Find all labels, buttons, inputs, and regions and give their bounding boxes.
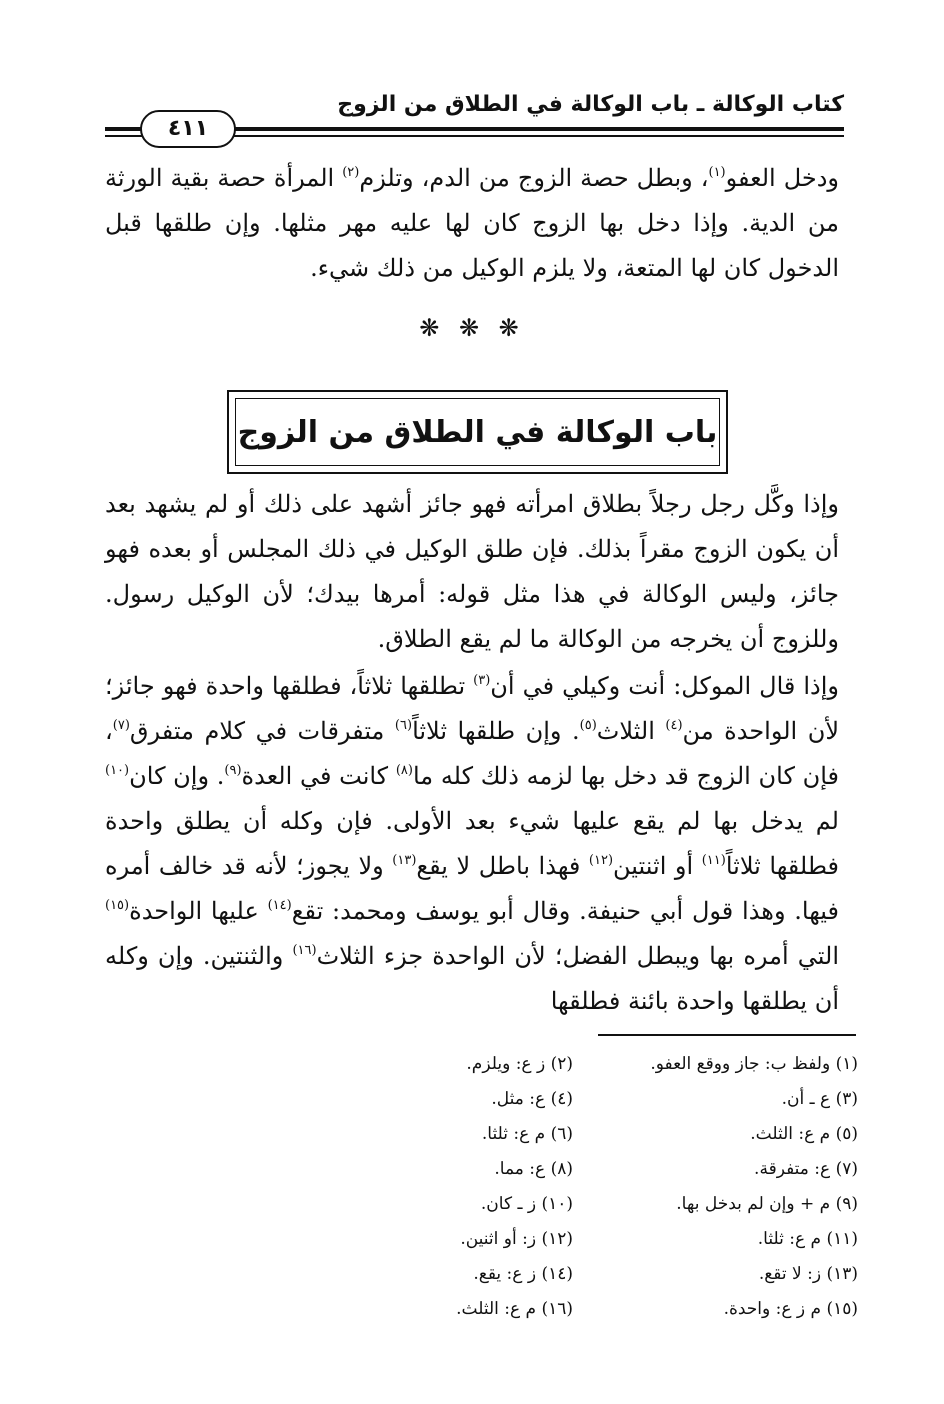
footnote-item: (١١) م ع: ثلثا. [757, 1229, 858, 1249]
footnote-item: (١) ولفظ ب: جاز ووقع العفو. [650, 1054, 858, 1074]
para3-text-10: أو اثنتين [613, 852, 702, 880]
paragraph-3 [105, 664, 839, 1024]
footnote-ref-7: (٧) [112, 718, 130, 733]
footnote-item: (٧) ع: متفرقة. [754, 1159, 858, 1179]
footnote-item: (٣) ع ـ أن. [781, 1089, 858, 1109]
para3-text-6: ، فإن كان الزوج قد دخل بها لزمه ذلك كله ما [105, 717, 839, 790]
para1-text-b: ، وبطل حصة الزوج من الدم، وتلزم [359, 164, 709, 192]
para3-text-1: وإذا قال الموكل: أنت وكيلي في أن [490, 672, 839, 700]
para3-text-12: ولا يجوز؛ لأنه قد خالف أمره فيها. وهذا قول أبي حنيفة. وقال أبو يوسف ومحمد: تقع [105, 852, 840, 925]
footnote-item: (١٢) ز: أو اثنين. [460, 1229, 573, 1249]
running-header-title: كتاب الوكالة ـ باب الوكالة في الطلاق من الزوج [337, 92, 844, 117]
para3-text-3: الثلاث [596, 717, 666, 745]
footnote-ref-2: (٢) [342, 165, 360, 180]
footnote-item: (١٦) م ع: الثلث. [456, 1299, 573, 1319]
para1-text-c: المرأة حصة بقية الورثة من الدية. وإذا دخل بها الزوج كان لها عليه مهر مثلها. وإن طلقها قبل الدخول كان لها المتعة، ولا يلزم الوكيل من ذلك شيء. [105, 164, 839, 282]
footnote-ref-5: (٥) [579, 718, 597, 733]
footnote-ref-8: (٨) [395, 763, 413, 778]
footnote-item: (٢) ز ع: ويلزم. [466, 1054, 573, 1074]
footnote-item: (١٣) ز: لا تقع. [758, 1264, 858, 1284]
footnote-ref-13: (١٣) [392, 853, 417, 868]
paragraph-1 [105, 156, 839, 291]
footnotes-list [290, 1047, 858, 1327]
chapter-title: باب الوكالة في الطلاق من الزوج [237, 414, 718, 450]
para3-text-4: . وإن طلقها ثلاثاً [412, 717, 580, 745]
para2-text: وإذا وكَّل رجل رجلاً بطلاق امرأته فهو جائز أشهد على ذلك أو لم يشهد بعد أن يكون الزوج مقراً بذلك. فإن طلق الوكيل في ذلك المجلس أو بعده فهو جائز، وليس الوكالة في هذا مثل قوله: أمرها بيدك؛ لأن الوكيل رسول. وللزوج أن يخرجه من الوكالة ما لم يقع الطلاق. [105, 490, 839, 653]
para3-text-13: عليها الواحدة [129, 897, 268, 925]
footnote-item: (٤) ع: مثل. [491, 1089, 573, 1109]
footnote-separator-rule [598, 1034, 856, 1036]
chapter-title-inner-frame [235, 398, 720, 466]
para3-text-8: . وإن كان [129, 762, 225, 790]
footnote-item: (٥) م ع: الثلث. [750, 1124, 858, 1144]
footnote-ref-14: (١٤) [267, 898, 292, 913]
footnote-ref-1: (١) [708, 165, 726, 180]
chapter-title-frame [227, 390, 728, 474]
footnote-ref-15: (١٥) [105, 898, 130, 913]
section-separator-stars: ❋ ❋ ❋ [419, 314, 525, 342]
footnote-ref-12: (١٢) [588, 853, 614, 868]
footnote-ref-6: (٦) [394, 718, 413, 733]
footnote-item: (١٠) ز ـ كان. [480, 1194, 573, 1214]
footnote-ref-10: (١٠) [105, 763, 130, 778]
footnote-item: (١٥) م ز ع: واحدة. [723, 1299, 858, 1319]
footnote-ref-9: (٩) [224, 763, 242, 778]
footnote-ref-11: (١١) [701, 853, 726, 868]
para3-text-2: تطلقها ثلاثاً، فطلقها واحدة فهو جائز؛ لأن الواحدة من [105, 672, 840, 745]
footnote-ref-4: (٤) [665, 718, 683, 733]
para3-text-7: كانت في العدة [241, 762, 396, 790]
para3-text-11: فهذا باطل لا يقع [416, 852, 589, 880]
para3-text-9: لم يدخل بها لم يقع عليها شيء بعد الأولى. فإن وكله أن يطلق واحدة فطلقها ثلاثاً [105, 807, 839, 880]
paragraph-2 [105, 482, 839, 662]
footnote-item: (١٤) ز ع: يقع. [473, 1264, 573, 1284]
page-number: ٤١١ [140, 110, 236, 148]
para1-text-a: ودخل العفو [725, 164, 839, 192]
para3-text-14: التي أمره بها ويبطل الفضل؛ لأن الواحدة جزء الثلاث [316, 942, 839, 970]
para3-text-15: والثنتين. وإن وكله أن يطلقها واحدة بائنة فطلقها [105, 942, 839, 1015]
footnote-ref-3: (٣) [473, 673, 491, 688]
para3-text-5: متفرقات في كلام متفرق [129, 717, 395, 745]
footnote-item: (٩) م + وإن لم بدخل بها. [676, 1194, 858, 1214]
footnote-item: (٦) م ع: ثلثا. [481, 1124, 573, 1144]
footnote-item: (٨) ع: مما. [494, 1159, 573, 1179]
footnote-ref-16: (١٦) [292, 943, 317, 958]
